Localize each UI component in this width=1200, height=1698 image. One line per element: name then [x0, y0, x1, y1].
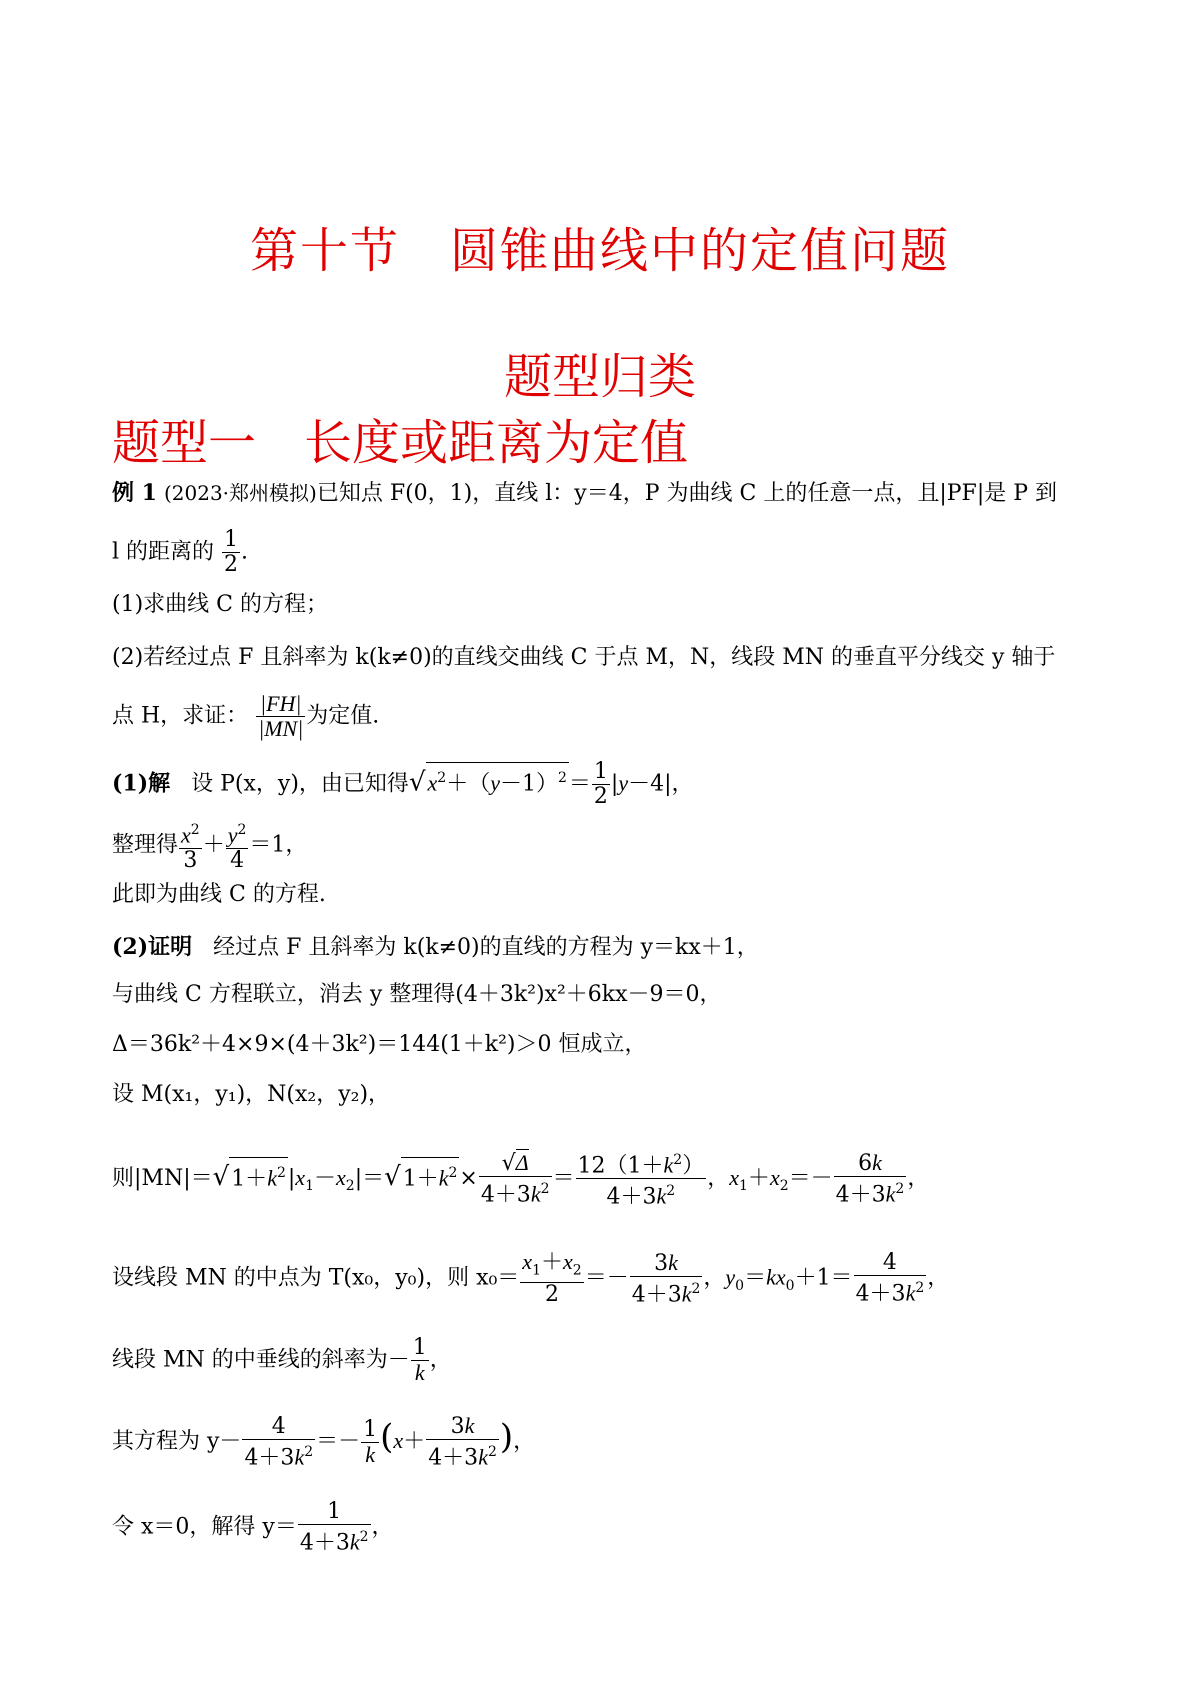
fraction-fh-mn: $\frac{|FH|}{|MN|}$ [258, 691, 304, 741]
fraction-half: $\frac{1}{2}$ [593, 759, 608, 809]
example-source: (2023·郑州模拟) [163, 481, 317, 505]
solution-8-text: 则|MN|＝ [112, 1165, 213, 1191]
solution-10-text: 线段 MN 的中垂线的斜率为 [112, 1347, 388, 1373]
topic-heading: 题型一 长度或距离为定值 [112, 415, 689, 471]
solution-2-text: 整理得 [112, 832, 179, 858]
solution-4-text: 经过点 F 且斜率为 k(k≠0)的直线的方程为 y＝kx＋1， [213, 935, 759, 960]
example-statement: 已知点 F(0，1)，直线 l：y＝4，P 为曲线 C 上的任意一点，且|PF|是 P 到 [316, 481, 1058, 506]
solution-part-2 [112, 932, 759, 963]
solution-part-1: (1)解 设 P(x，y)，由已知得$√x^2+(y-1)^2=$ $\frac{1}{2}$ |y－4|， [112, 759, 694, 809]
solution-label-1: (1)解 [112, 770, 171, 797]
solution-label-2: (2)证明 [112, 934, 193, 960]
solution-ellipse: 整理得 $\frac{x^2}{3}$ ＋ $\frac{y^2}{4}$ ＝1， [112, 818, 307, 873]
solution-9-text: 设线段 MN 的中点为 T(x₀，y₀)，则 x₀＝ [112, 1265, 520, 1291]
example-line-1 [112, 478, 1057, 509]
solution-3: 此即为曲线 C 的方程. [112, 882, 326, 907]
example-statement-cont: l 的距离的 [112, 539, 215, 565]
example-line-2: l 的距离的 $\frac{1}{2}$ . [112, 527, 249, 577]
solution-5: 与曲线 C 方程联立，消去 y 整理得(4＋3k²)x²＋6kx－9＝0， [112, 982, 722, 1007]
solution-11-text: 其方程为 y－ [112, 1429, 242, 1455]
solution-11: 其方程为 y－ $\frac{4}{4+3k^2}$ ＝－ $\frac{1}{k}$ (x＋ $\frac{3k}{4+3k^2}$ )， [112, 1413, 536, 1471]
fraction-one-half: $\frac{1}{2}$ [224, 527, 239, 577]
q2-text: 点 H，求证： [112, 703, 249, 729]
solution-1-text: 设 P(x，y)，由已知得 [191, 771, 409, 797]
solution-9: 设线段 MN 的中点为 T(x₀，y₀)，则 x₀＝ $\frac{x_1+x_2}{2}$ ＝－ $\frac{3k}{4+3k^2}$ ，$y_0=kx_0+1=$ $\frac{4}{4+3k^2}$ ， [112, 1249, 950, 1308]
solution-7: 设 M(x₁，y₁)，N(x₂，y₂)， [112, 1082, 391, 1107]
solution-8: 则$|MN|=√1+k^2|x_1-x_2|=√1+k^2\times$ $\frac{√\Delta}{4+3k^2}$ ＝ $\frac{12(1+k^2)}{4+3k^2}$ ，$x_1+x_2=-$ $\frac{6k}{4+3k^2}$ ， [112, 1149, 930, 1210]
solution-10: 线段 MN 的中垂线的斜率为－ $\frac{1}{k}$ ， [112, 1335, 452, 1385]
q2-text-post: 为定值. [306, 703, 380, 729]
solution-6: Δ＝36k²＋4×9×(4＋3k²)＝144(1＋k²)＞0 恒成立， [112, 1032, 647, 1057]
question-2-line-2 [112, 692, 379, 741]
question-2-line-1: (2)若经过点 F 且斜率为 k(k≠0)的直线交曲线 C 于点 M，N，线段 MN 的垂直平分线交 y 轴于 [112, 645, 1056, 670]
page-title: 第十节 圆锥曲线中的定值问题 [249, 223, 950, 279]
solution-12: 令 x＝0，解得 y＝ $\frac{1}{4+3k^2}$ ， [112, 1499, 394, 1556]
question-1: (1)求曲线 C 的方程； [112, 592, 328, 617]
solution-12-text: 令 x＝0，解得 y＝ [112, 1514, 297, 1540]
section-subtitle: 题型归类 [503, 349, 696, 405]
example-label: 例 1 [112, 480, 157, 506]
